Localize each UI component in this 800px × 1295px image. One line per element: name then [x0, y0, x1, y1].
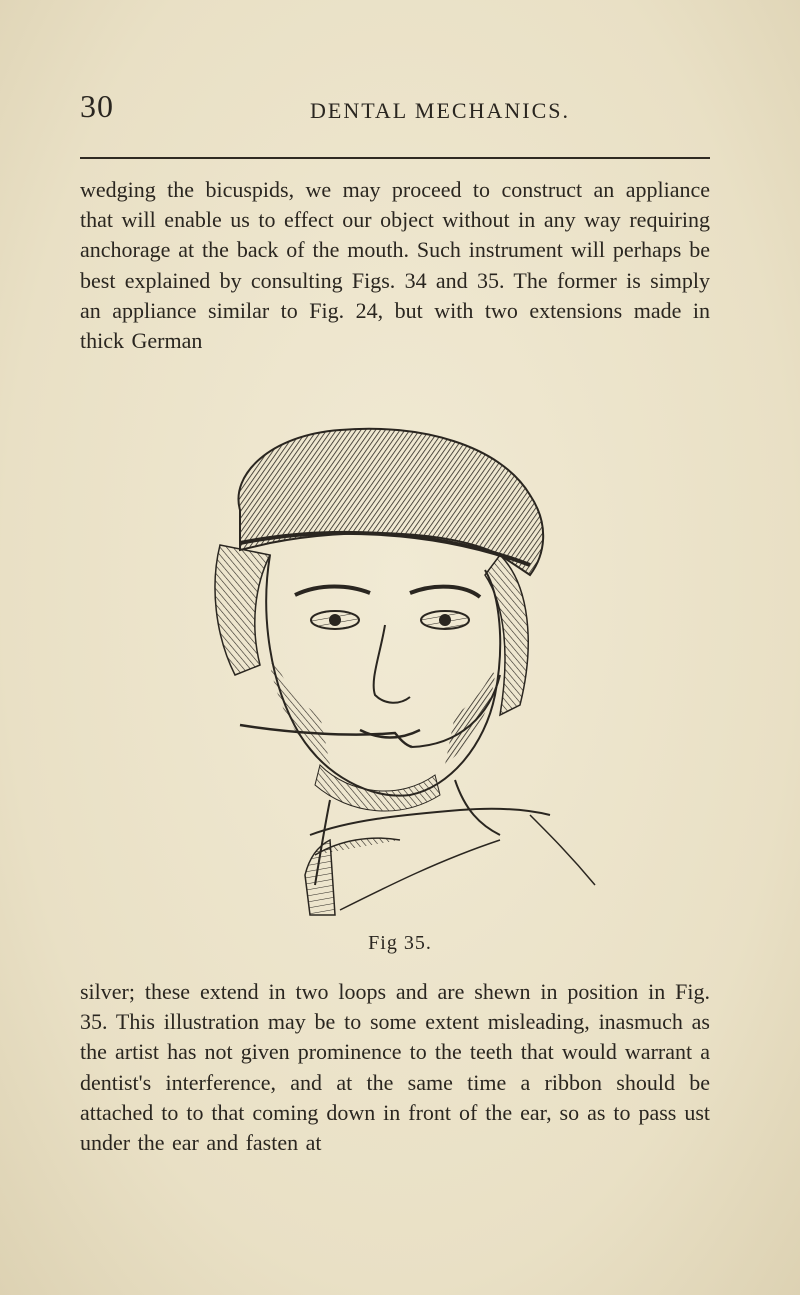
collar	[310, 809, 550, 835]
text-block-bottom	[80, 977, 710, 1158]
appliance-wire	[240, 725, 412, 747]
figure-illustration	[200, 415, 610, 925]
text-block-top	[80, 175, 710, 356]
ribbon-left	[340, 840, 500, 910]
page-header	[80, 88, 710, 128]
page-number: 30	[80, 88, 114, 124]
running-title: DENTAL MECHANICS.	[310, 98, 570, 123]
paragraph-top: wedging the bicuspids, we may proceed to construct an appliance that will enable us to effect our object without in any way requiring anchorage at the back of the mouth. Such instrument will perhaps be best explained by consulting Figs. 34 and 35. The former is simply an appliance similar to Fig. 24, but with two extensions made in thick German	[80, 177, 710, 354]
ribbon-right	[530, 815, 595, 885]
engraving-face-with-appliance	[200, 415, 610, 925]
paragraph-bottom: silver; these extend in two loops and are shewn in position in Fig. 35. This illustration may be to some extent misleading, inasmuch as the artist has not given prominence to the teeth that would warrant a dentist's interference, and at the same time a ribbon should be attached to to that coming down in front of the ear, so as to pass ust under the ear and fasten at	[80, 979, 710, 1156]
header-rule	[80, 157, 710, 159]
figure-caption: Fig 35.	[368, 932, 432, 954]
